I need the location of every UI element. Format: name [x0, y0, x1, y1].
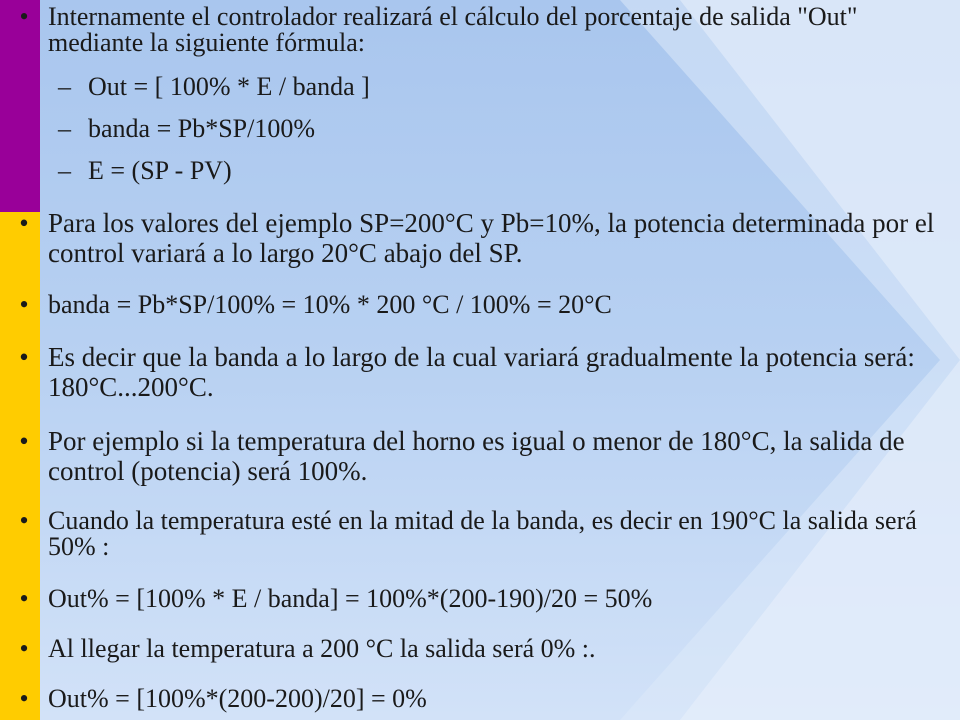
bullet-marker: • [19, 684, 29, 713]
bullet-item-8 [19, 634, 948, 663]
bullet-text: Es decir que la banda a lo largo de la cual variará gradualmente la potencia será: 180°C...200°C. [48, 342, 915, 402]
bullet-text: Por ejemplo si la temperatura del horno es igual o menor de 180°C, la salida de control (potencia) será 100%. [48, 426, 905, 486]
sub-item-1 [58, 72, 888, 102]
bullet-item-7 [19, 584, 948, 613]
bullet-marker: • [19, 2, 29, 31]
bullet-text: Al llegar la temperatura a 200 °C la salida será 0% :. [48, 634, 596, 663]
sub-item-3 [58, 156, 888, 186]
bullet-item-9 [19, 684, 948, 713]
bullet-item-1 [19, 2, 948, 57]
dash-marker: – [58, 156, 71, 185]
bullet-marker: • [19, 290, 29, 319]
sub-item-text: E = (SP - PV) [88, 156, 232, 185]
bullet-item-4 [19, 342, 948, 402]
bullet-text: Internamente el controlador realizará el cálculo del porcentaje de salida "Out" mediante la siguiente fórmula: [48, 2, 858, 57]
bullet-marker: • [19, 208, 29, 238]
bullet-text: Out% = [100%*(200-200)/20] = 0% [48, 684, 427, 713]
dash-marker: – [58, 72, 71, 101]
bullet-marker: • [19, 342, 29, 372]
bullet-item-5 [19, 426, 948, 486]
bullet-text: Para los valores del ejemplo SP=200°C y Pb=10%, la potencia determinada por el control variará a lo largo 20°C abajo del SP. [48, 208, 935, 268]
bullet-text: banda = Pb*SP/100% = 10% * 200 °C / 100% = 20°C [48, 290, 612, 319]
sub-item-text: banda = Pb*SP/100% [88, 114, 316, 143]
bullet-marker: • [19, 426, 29, 456]
bullet-marker: • [19, 584, 29, 613]
bullet-marker: • [19, 506, 29, 535]
bullet-item-3 [19, 290, 948, 319]
bullet-text: Out% = [100% * E / banda] = 100%*(200-190)/20 = 50% [48, 584, 653, 613]
bullet-item-2 [19, 208, 948, 268]
bullet-item-6 [19, 506, 948, 561]
bullet-marker: • [19, 634, 29, 663]
sub-item-text: Out = [ 100% * E / banda ] [88, 72, 370, 101]
dash-marker: – [58, 114, 71, 143]
sub-item-2 [58, 114, 888, 144]
bullet-text: Cuando la temperatura esté en la mitad de la banda, es decir en 190°C la salida será 50% : [48, 506, 917, 561]
